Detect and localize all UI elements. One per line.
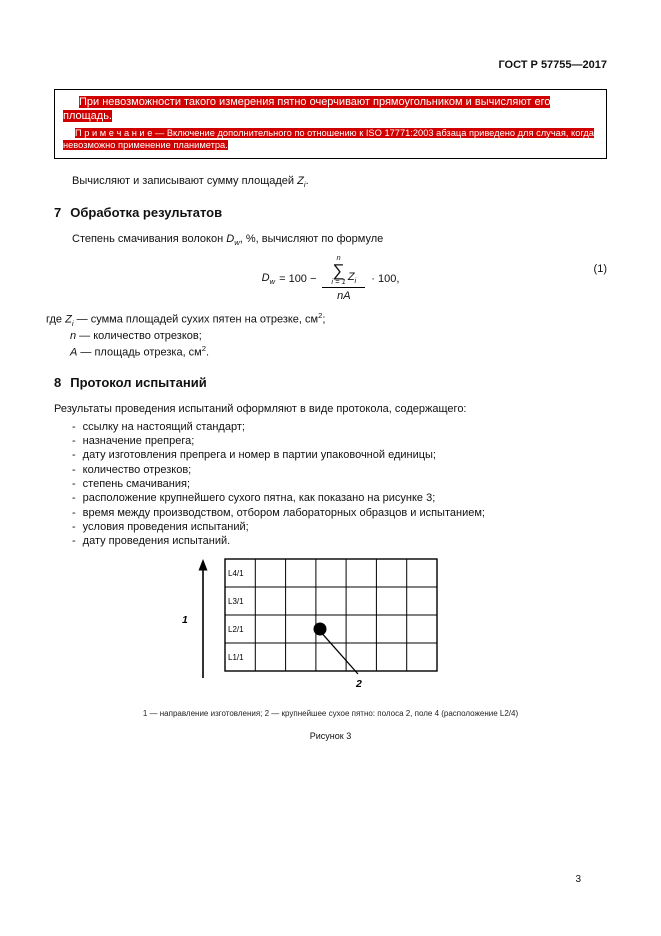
formula-fraction [322,254,365,303]
note-box [54,89,607,159]
highlighted-text: При невозможности такого измерения пятно очерчивают прямоугольником и вычисляют его площадь. [63,95,551,123]
list-item: - назначение препрега; [72,435,195,448]
direction-arrow-label: 1 [182,613,188,626]
formula-equals: = 100 − [279,272,317,285]
section-7-heading: 7 Обработка результатов [54,204,223,220]
paragraph-sum-areas: Вычисляют и записывают сумму площадей $Z_i$. [72,174,309,189]
list-item: - дату проведения испытаний. [72,535,231,548]
formula-lhs: $D_w$ [261,271,276,287]
direction-arrowhead [199,559,208,571]
paragraph-degree-wetting: Степень смачивания волокон $D_w$, %, вычисляют по формуле [72,233,384,248]
pointer-label: 2 [356,677,362,690]
where-line-n: n — количество отрезков; [70,330,202,343]
dry-spot-dot [314,622,327,635]
highlighted-note-text: П р и м е ч а н и е — Включение дополнительного по отношению к ISO 17771:2003 абзаца приведено для случая, когда невозможно применение планиметра. [63,127,594,151]
list-item: - время между производством, отбором лабораторных образцов и испытанием; [72,506,485,519]
note-box-paragraph [63,95,598,124]
var-z: Z [297,174,304,187]
row-label-l1: L1/1 [228,652,244,662]
figure-3 [54,556,607,743]
equation-number: (1) [593,263,607,276]
formula-where-list [46,311,607,360]
formula-tail: · 100, [371,272,400,285]
formula-denominator: nA [322,287,365,304]
formula-1 [54,254,607,306]
page-number: 3 [575,873,581,885]
row-label-l2: L2/1 [228,624,244,634]
var-dw: D [226,233,235,246]
formula-body [54,254,607,303]
list-item: - дату изготовления препрега и номер в партии упаковочной единицы; [72,449,436,462]
figure-caption: 1 — направление изготовления; 2 — крупнейшее сухое пятно: полоса 2, поле 4 (расположение L2/4) [142,708,519,718]
numerator-var: $Z_i$ [347,270,357,286]
formula-numerator [322,254,365,287]
paragraph-protocol-intro: Результаты проведения испытаний оформляют в виде протокола, содержащего: [54,403,467,416]
where-line-z: где $Z_i$ — сумма площадей сухих пятен на отрезке, $см^2$; [46,311,326,329]
figure-title: Рисунок 3 [309,731,352,742]
list-item: - расположение крупнейшего сухого пятна, как показано на рисунке 3; [72,492,436,505]
sigma-symbol: ∑ [332,260,345,280]
pointer-line [323,634,358,674]
sigma-with-limits: n ∑ i = 1 [331,253,346,287]
list-item: - количество отрезков; [72,463,192,476]
list-item: - ссылку на настоящий стандарт; [72,420,245,433]
list-item: - степень смачивания; [72,478,191,491]
protocol-items-list [72,420,607,549]
doc-number: ГОСТ Р 57755—2017 [498,59,607,71]
list-item: - условия проведения испытаний; [72,520,249,533]
note-box-note [63,127,598,152]
section-8-heading: 8 Протокол испытаний [54,375,207,391]
where-line-a: A — площадь отрезка, $см^2$. [70,344,210,359]
row-label-l3: L3/1 [228,596,244,606]
row-label-l4: L4/1 [228,568,244,578]
figure-3-diagram [170,556,460,696]
